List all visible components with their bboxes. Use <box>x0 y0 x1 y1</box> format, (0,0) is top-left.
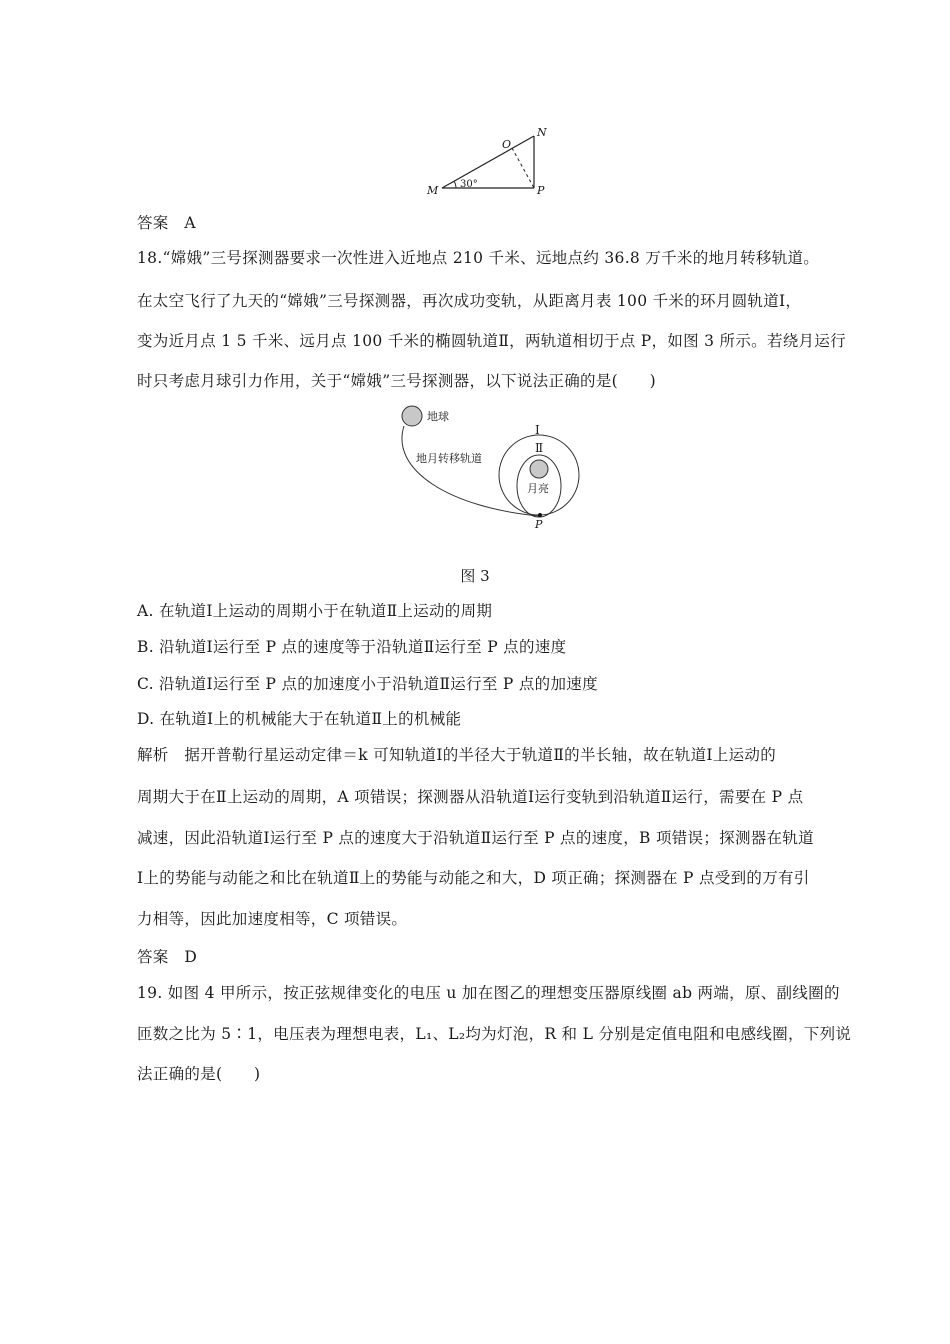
q19-line3: 法正确的是( ) <box>137 1065 261 1083</box>
angle-label: 30° <box>460 179 478 190</box>
answer-18: 答案 D <box>137 948 198 966</box>
moon-icon <box>530 460 548 478</box>
label-o: O <box>502 138 512 151</box>
earth-label: 地球 <box>427 410 449 423</box>
q19-line1: 19. 如图 4 甲所示，按正弦规律变化的电压 u 加在图乙的理想变压器原线圈 ab 两端，原、副线圈的 <box>137 984 840 1002</box>
analysis-line2: 周期大于在Ⅱ上运动的周期，A 项错误；探测器从沿轨道Ⅰ运行变轨到沿轨道Ⅱ运行，需要在 P 点 <box>137 788 804 806</box>
orbit-2-label: Ⅱ <box>535 441 544 455</box>
point-p-label: P <box>535 518 543 531</box>
point-p-dot <box>538 513 542 517</box>
option-c: C. 沿轨道Ⅰ运行至 P 点的加速度小于沿轨道Ⅱ运行至 P 点的加速度 <box>137 675 598 693</box>
option-d: D. 在轨道Ⅰ上的机械能大于在轨道Ⅱ上的机械能 <box>137 710 462 728</box>
analysis-line5: 力相等，因此加速度相等，C 项错误。 <box>137 910 408 928</box>
option-b: B. 沿轨道Ⅰ运行至 P 点的速度等于沿轨道Ⅱ运行至 P 点的速度 <box>137 638 567 656</box>
line-op-dashed <box>512 148 534 188</box>
label-p: P <box>537 184 545 197</box>
q19-line2: 匝数之比为 5∶1，电压表为理想电表，L₁、L₂均为灯泡，R 和 L 分别是定值电阻和电感线圈，下列说 <box>137 1025 852 1043</box>
label-m: M <box>427 184 439 197</box>
analysis-line4: Ⅰ上的势能与动能之和比在轨道Ⅱ上的势能与动能之和大，D 项正确；探测器在 P 点受到的万有引 <box>137 869 810 887</box>
q18-line4: 时只考虑月球引力作用，关于“嫦娥”三号探测器，以下说法正确的是( ) <box>137 372 656 390</box>
triangle-figure <box>420 122 560 200</box>
label-n: N <box>537 126 547 139</box>
q18-line2: 在太空飞行了九天的“嫦娥”三号探测器，再次成功变轨，从距离月表 100 千米的环月圆轨道Ⅰ， <box>137 292 802 310</box>
orbit-figure <box>390 400 600 535</box>
q18-line3: 变为近月点 1 5 千米、远月点 100 千米的椭圆轨道Ⅱ，两轨道相切于点 P，如图 3 所示。若绕月运行 <box>137 332 846 350</box>
figure-caption: 图 3 <box>460 567 490 585</box>
moon-label: 月亮 <box>527 482 549 495</box>
answer-17: 答案 A <box>137 214 196 232</box>
earth-icon <box>402 406 422 426</box>
transfer-label: 地月转移轨道 <box>416 452 482 465</box>
q18-line1: 18.“嫦娥”三号探测器要求一次性进入近地点 210 千米、远地点约 36.8 万千米的地月转移轨道。 <box>137 249 820 267</box>
option-a: A. 在轨道Ⅰ上运动的周期小于在轨道Ⅱ上运动的周期 <box>137 602 493 620</box>
analysis-line3: 减速，因此沿轨道Ⅰ运行至 P 点的速度大于沿轨道Ⅱ运行至 P 点的速度，B 项错误；探测器在轨道 <box>137 829 814 847</box>
line-mn <box>442 136 534 188</box>
angle-arc <box>454 181 456 188</box>
orbit-1-label: Ⅰ <box>535 423 540 437</box>
analysis-line1: 解析 据开普勒行星运动定律＝k 可知轨道Ⅰ的半径大于轨道Ⅱ的半长轴，故在轨道Ⅰ上运动的 <box>137 746 777 764</box>
